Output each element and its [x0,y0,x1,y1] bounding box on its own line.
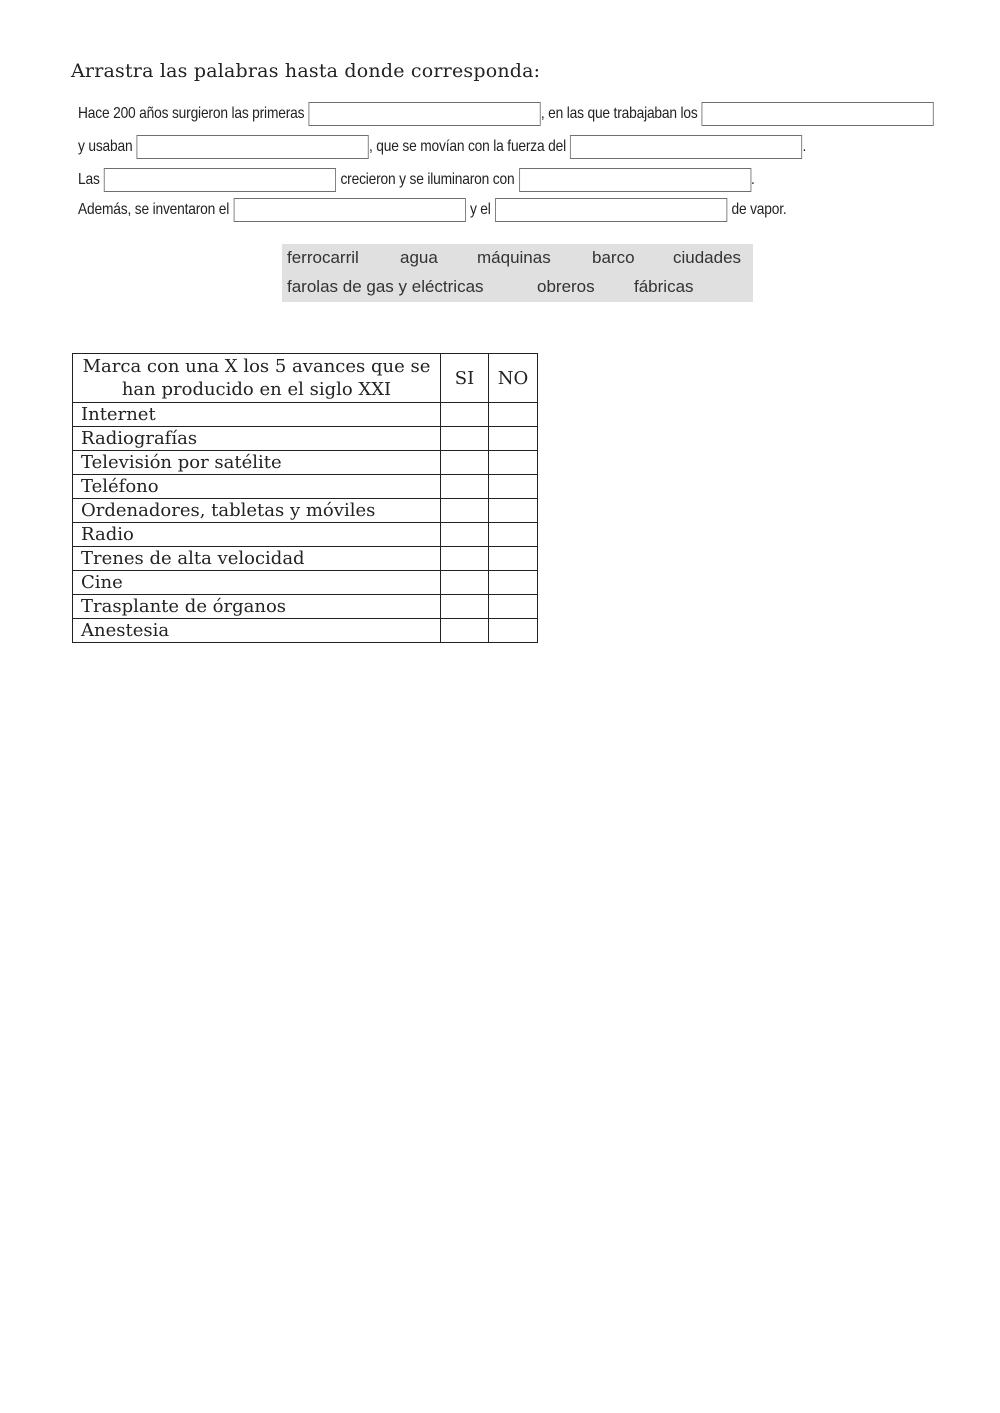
row-label: Teléfono [73,475,441,499]
word-chip-agua[interactable]: agua [400,248,438,267]
drop-slot-7[interactable] [233,198,465,222]
checkbox-no[interactable] [489,499,538,523]
checkbox-no[interactable] [489,619,538,643]
row-label: Radio [73,523,441,547]
table-row [73,619,538,643]
checkbox-si[interactable] [441,403,489,427]
word-chip-farolas[interactable]: farolas de gas y eléctricas [287,277,484,296]
row-label: Trasplante de órganos [73,595,441,619]
table-row [73,595,538,619]
checkbox-si[interactable] [441,427,489,451]
drop-slot-2[interactable] [702,102,934,126]
checkbox-si[interactable] [441,475,489,499]
row-label: Televisión por satélite [73,451,441,475]
row-label: Ordenadores, tabletas y móviles [73,499,441,523]
checkbox-no[interactable] [489,451,538,475]
drop-slot-4[interactable] [570,135,802,159]
table-row [73,451,538,475]
checkbox-no[interactable] [489,427,538,451]
drop-slot-3[interactable] [137,135,369,159]
sentence-2-text-c: . [802,138,807,155]
sentence-1 [78,101,934,127]
checkbox-no[interactable] [489,475,538,499]
word-chip-ferrocarril[interactable]: ferrocarril [287,248,359,267]
table-row [73,427,538,451]
sentence-4-text-c: de vapor. [731,201,787,218]
checkbox-no[interactable] [489,595,538,619]
checkbox-no[interactable] [489,403,538,427]
checkbox-si[interactable] [441,451,489,475]
row-label: Cine [73,571,441,595]
checkbox-si[interactable] [441,571,489,595]
word-chip-ciudades[interactable]: ciudades [673,248,742,267]
table-header-row [73,354,538,403]
word-chip-obreros[interactable]: obreros [537,277,595,296]
drop-slot-8[interactable] [495,198,727,222]
sentence-3-text-c: . [750,171,755,188]
sentence-4-text-b: y el [469,201,491,218]
checkbox-si[interactable] [441,523,489,547]
sentence-3 [78,167,755,193]
table-row [73,499,538,523]
table-row [73,403,538,427]
table-question-header: Marca con una X los 5 avances que se han producido en el siglo XXI [73,354,441,403]
advances-table [72,353,538,643]
sentence-1-text-a: Hace 200 años surgieron las primeras [78,105,305,122]
table-row [73,523,538,547]
instruction-title: Arrastra las palabras hasta donde corresponda: [71,60,541,82]
checkbox-si[interactable] [441,619,489,643]
word-chip-fabricas[interactable]: fábricas [634,277,694,296]
table-header-no: NO [489,354,538,403]
table-row [73,571,538,595]
table-row [73,547,538,571]
checkbox-no[interactable] [489,571,538,595]
checkbox-no[interactable] [489,547,538,571]
drop-slot-1[interactable] [309,102,541,126]
row-label: Internet [73,403,441,427]
drop-slot-6[interactable] [519,168,751,192]
word-chip-maquinas[interactable]: máquinas [477,248,551,267]
sentence-2-text-a: y usaban [78,138,133,155]
word-bank [282,244,753,302]
sentence-2-text-b: , que se movían con la fuerza del [368,138,567,155]
sentence-3-text-b: crecieron y se iluminaron con [340,171,515,188]
row-label: Trenes de alta velocidad [73,547,441,571]
row-label: Radiografías [73,427,441,451]
checkbox-si[interactable] [441,499,489,523]
checkbox-si[interactable] [441,547,489,571]
sentence-4 [78,197,787,223]
table-row [73,475,538,499]
checkbox-si[interactable] [441,595,489,619]
row-label: Anestesia [73,619,441,643]
sentence-2 [78,134,806,160]
sentence-4-text-a: Además, se inventaron el [78,201,230,218]
sentence-3-text-a: Las [78,171,100,188]
table-header-si: SI [441,354,489,403]
drop-slot-5[interactable] [104,168,336,192]
sentence-1-text-b: , en las que trabajaban los [540,105,698,122]
checkbox-no[interactable] [489,523,538,547]
word-chip-barco[interactable]: barco [592,248,635,267]
